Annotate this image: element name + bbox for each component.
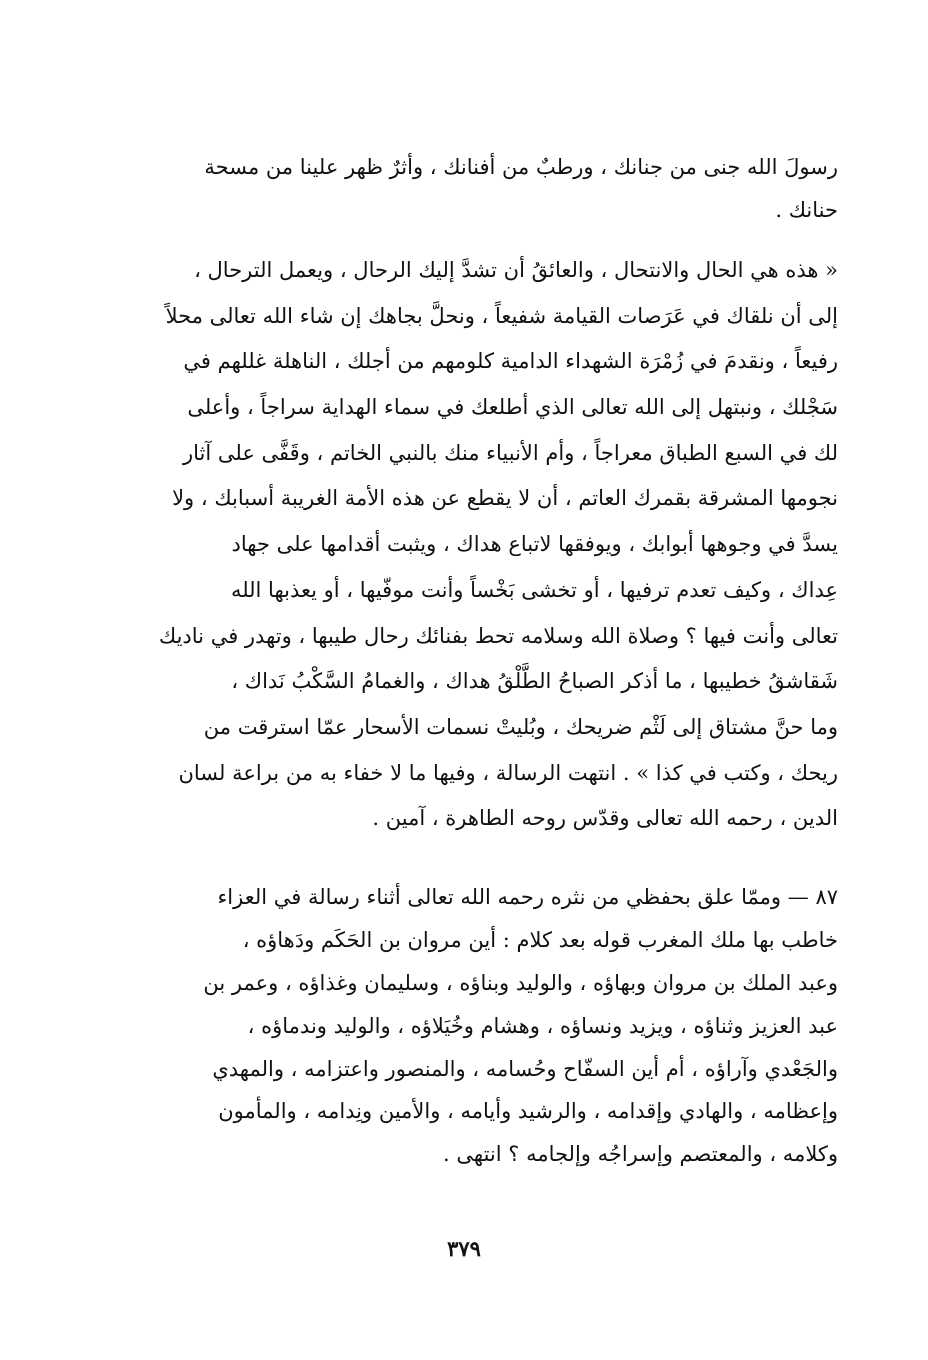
text-line: الدين ، رحمه الله تعالى وقدّس روحه الطاهرة ، آمين . [372, 806, 838, 831]
text-line: رفيعاً ، ونقدمَ في زُمْرَة الشهداء الدامية كلومهم من أجلك ، الناهلة غللهم في [183, 349, 838, 374]
text-line: يسدَّ في وجوهها أبوابك ، ويوفقها لاتباع هداك ، ويثبت أقدامها على جهاد [231, 532, 838, 557]
text-line: خاطب بها ملك المغرب قوله بعد كلام : أين مروان بن الحَكَم ودَهاؤه ، [242, 927, 838, 952]
text-line: تعالى وأنت فيها ؟ وصلاة الله وسلامه تحط بفنائك رحال طيبها ، وتهدر في ناديك [158, 623, 838, 648]
text-line: حنانك . [775, 198, 838, 222]
text-line: إلى أن نلقاك في عَرَصات القيامة شفيعاً ، ونحلَّ بجاهك إن شاء الله تعالى محلاً [165, 303, 838, 328]
text-line: وما حنَّ مشتاق إلى لَثْم ضريحك ، وبُليتْ نسمات الأسحار عمّا استرقت من [203, 714, 838, 739]
text-line: ٨٧ — وممّا علق بحفظي من نثره رحمه الله تعالى أثناء رسالة في العزاء [217, 885, 838, 909]
page-number: ٣٧٩ [447, 1236, 481, 1261]
text-line: والجَعْدي وآراؤه ، أم أين السفّاح وحُسامه ، والمنصور واعتزامه ، والمهدي [212, 1056, 838, 1081]
text-line: عبد العزيز وثناؤه ، ويزيد ونساؤه ، وهشام وخُيَلاؤه ، والوليد وندماؤه ، [247, 1013, 838, 1038]
text-line: شَقاشقُ خطيبها ، ما أذكر الصباحُ الطَّلْقُ هداك ، والغمامُ السَّكْبُ نَداك ، [231, 669, 838, 694]
text-line: عِداك ، وكيف تعدم ترفيها ، أو تخشى بَخْساً وأنت موفّيها ، أو يعذبها الله [230, 577, 838, 602]
text-line: رسولَ الله جنى من جنانك ، ورطبٌ من أفنانك ، وأثرٌ ظهر علينا من مسحة [204, 155, 838, 179]
text-line: نجومها المشرقة بقمرك العاتم ، أن لا يقطع عن هذه الأمة الغريبة أسبابك ، ولا [172, 486, 838, 511]
text-line: لك في السبع الطباق معراجاً ، وأم الأنبياء منك بالنبي الخاتم ، وقَفَّى على آثار [183, 440, 838, 465]
paragraph-1 [88, 146, 838, 232]
text-line: وكلامه ، والمعتصم وإسراجُه وإلجامه ؟ انتهى . [443, 1142, 838, 1167]
text-line: ريحك ، وكتب في كذا » . انتهت الرسالة ، وفيها ما لا خفاء به من براعة لسان [178, 760, 838, 785]
text-line: وإعظامه ، والهادي وإقدامه ، والرشيد وأيامه ، والأمين ونِدامه ، والمأمون [218, 1099, 838, 1124]
paragraph-2 [88, 248, 838, 842]
text-line: وعبد الملك بن مروان وبهاؤه ، والوليد وبناؤه ، وسليمان وغذاؤه ، وعمر بن [203, 970, 838, 995]
text-line: سَجْلك ، ونبتهل إلى الله تعالى الذي أطلعك في سماء الهداية سراجاً ، وأعلى [187, 395, 838, 420]
paragraph-3 [88, 876, 838, 1176]
text-line: « هذه هي الحال والانتحال ، والعائقُ أن تشدَّ إليك الرحال ، ويعمل الترحال ، [194, 258, 838, 282]
